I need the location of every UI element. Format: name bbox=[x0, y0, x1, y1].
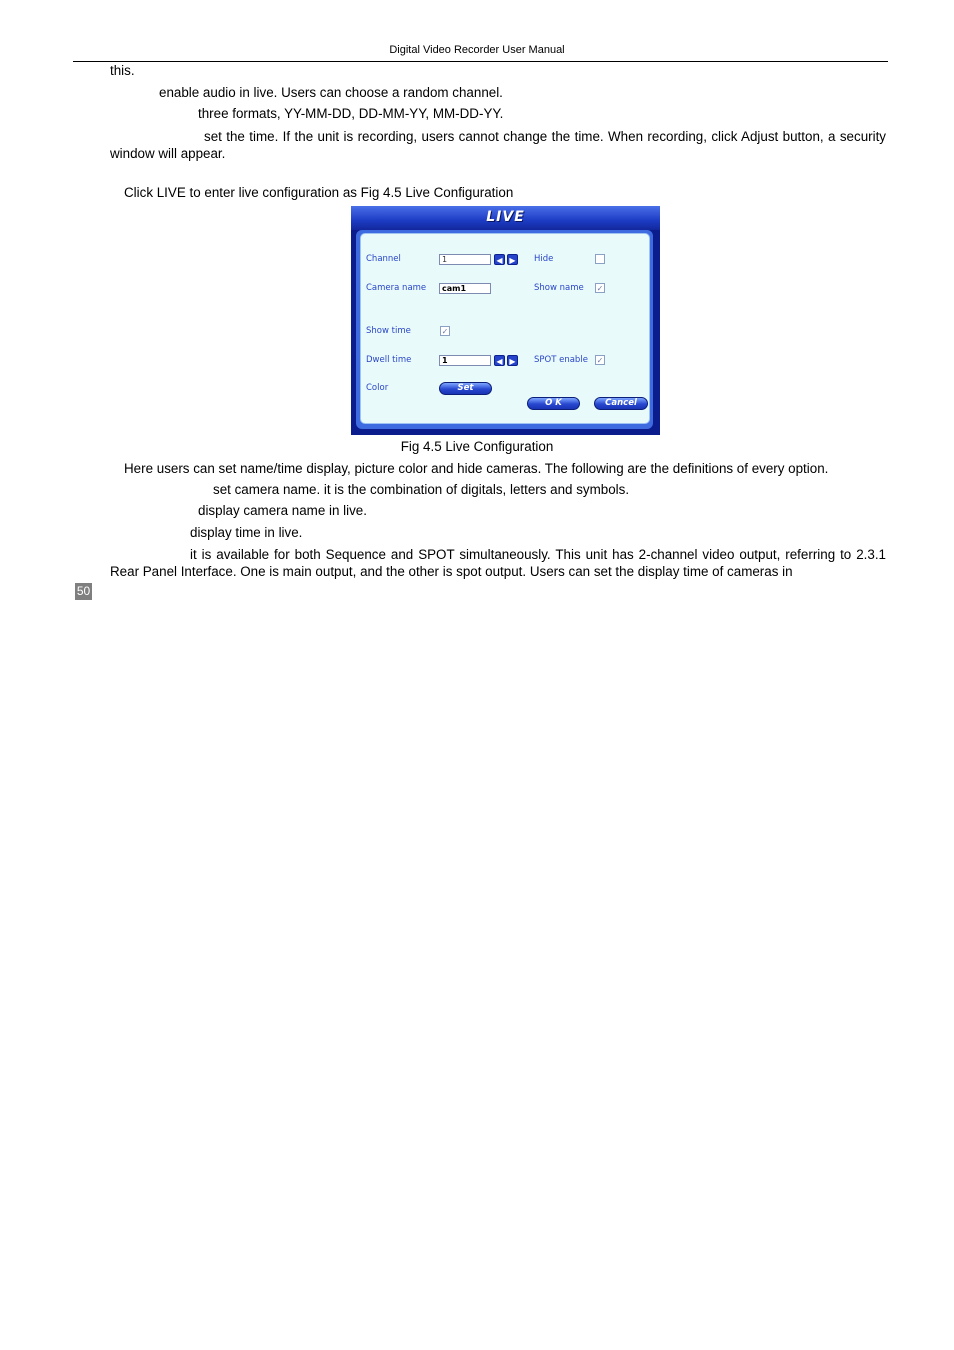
dwell-time-field[interactable]: 1 bbox=[439, 355, 491, 366]
text-line-camera-name: set camera name. it is the combination of digitals, letters and symbols. bbox=[213, 482, 630, 497]
screenshot-inner bbox=[360, 233, 650, 424]
spot-enable-checkbox[interactable]: ✓ bbox=[596, 356, 604, 365]
cancel-button[interactable]: Cancel bbox=[594, 397, 648, 410]
text-para-set-time: set the time. If the unit is recording, users cannot change the time. When recording, click Adjust button, a security window will appear. bbox=[110, 129, 886, 161]
channel-prev-icon[interactable]: ◀ bbox=[494, 254, 505, 265]
screenshot-panel bbox=[356, 230, 653, 429]
show-time-checkbox[interactable]: ✓ bbox=[441, 327, 449, 336]
color-set-button[interactable]: Set bbox=[439, 382, 492, 395]
spot-enable-label: SPOT enable bbox=[534, 355, 588, 365]
show-time-label: Show time bbox=[366, 326, 411, 336]
hide-checkbox[interactable] bbox=[595, 254, 605, 264]
text-line-this: this. bbox=[110, 63, 135, 78]
dwell-prev-icon[interactable]: ◀ bbox=[494, 355, 505, 366]
text-para-dwell-time: it is available for both Sequence and SPOT simultaneously. This unit has 2-channel video output, referring to 2.3.1 Rear Panel Interface. One is main output, and the other is spot output. Users can set the display time of cameras in bbox=[110, 547, 886, 579]
camera-name-field[interactable]: cam1 bbox=[439, 283, 491, 294]
channel-next-icon[interactable]: ▶ bbox=[507, 254, 518, 265]
text-line-show-time: display time in live. bbox=[190, 525, 303, 540]
text-line-click-live: Click LIVE to enter live configuration as Fig 4.5 Live Configuration bbox=[124, 185, 514, 200]
text-line-date-format: three formats, YY-MM-DD, DD-MM-YY, MM-DD-YY. bbox=[198, 106, 504, 121]
dwell-next-icon[interactable]: ▶ bbox=[507, 355, 518, 366]
text-line-intro-options: Here users can set name/time display, picture color and hide cameras. The following are the definitions of every option. bbox=[124, 461, 829, 476]
figure-caption: Fig 4.5 Live Configuration bbox=[400, 439, 554, 454]
screenshot-title: LIVE bbox=[486, 209, 525, 225]
channel-label: Channel bbox=[366, 254, 401, 264]
text-line-show-name: display camera name in live. bbox=[198, 503, 367, 518]
hide-label: Hide bbox=[534, 254, 554, 264]
header-rule bbox=[73, 61, 888, 62]
page-number: 50 bbox=[76, 584, 91, 598]
color-label: Color bbox=[366, 383, 389, 393]
camera-name-label: Camera name bbox=[366, 283, 427, 293]
text-line-audio: enable audio in live. Users can choose a random channel. bbox=[159, 85, 503, 100]
running-header: Digital Video Recorder User Manual bbox=[389, 44, 565, 56]
ok-button[interactable]: O K bbox=[527, 397, 580, 410]
show-name-label: Show name bbox=[534, 283, 584, 293]
show-name-checkbox[interactable]: ✓ bbox=[596, 284, 604, 293]
dwell-time-label: Dwell time bbox=[366, 355, 412, 365]
screenshot-titlebar bbox=[351, 206, 660, 230]
live-config-screenshot bbox=[351, 206, 660, 435]
channel-field[interactable]: 1 bbox=[439, 254, 491, 265]
